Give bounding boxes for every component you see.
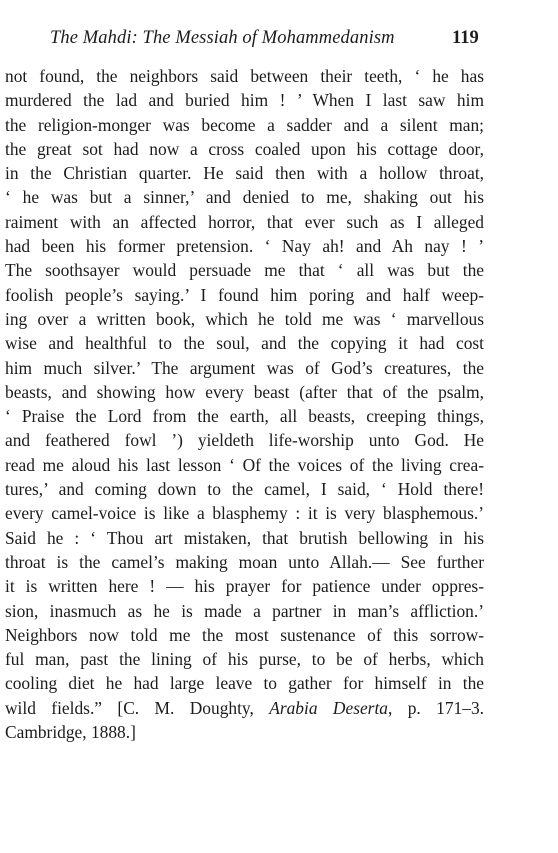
text-line: had been his former pretension. ‘ Nay ah! and Ah nay ! ’ [5, 236, 484, 257]
text-line: throat is the camel’s making moan unto Allah.— See further [5, 551, 484, 572]
page-header [0, 28, 558, 54]
text-line: wise and healthful to the soul, and the copying it had cost [5, 333, 484, 354]
text-line: sion, inasmuch as he is made a partner in man’s affliction.’ [5, 600, 484, 621]
running-title: The Mahdi: The Messiah of Mohammedanism [50, 28, 395, 48]
text-line: raiment with an affected horror, that ever such as I alleged [5, 211, 484, 232]
text-line: every camel-voice is like a blasphemy : it is very blasphemous.’ [5, 503, 484, 524]
text-line: ‘ Praise the Lord from the earth, all beasts, creeping things, [5, 406, 484, 427]
text-line: the great sot had now a cross coaled upon his cottage door, [5, 138, 484, 159]
page-number: 119 [452, 28, 479, 48]
text-line: read me aloud his last lesson ‘ Of the voices of the living crea- [5, 454, 484, 475]
text-line: the religion-monger was become a sadder and a silent man; [5, 114, 484, 135]
book-title: Arabia Deserta [269, 697, 388, 718]
text-line: beasts, and showing how every beast (after that of the psalm, [5, 381, 484, 402]
text-line: ‘ he was but a sinner,’ and denied to me, shaking out his [5, 187, 484, 208]
text-line: wild fields.” [C. M. Doughty, Arabia Deserta, p. 171–3. [5, 697, 484, 718]
text-line: not found, the neighbors said between their teeth, ‘ he has [5, 66, 484, 86]
text-line: Cambridge, 1888.] [5, 722, 136, 743]
text-line: him much silver.’ The argument was of God’s creatures, the [5, 357, 484, 378]
text-line: in the Christian quarter. He said then with a hollow throat, [5, 163, 484, 184]
text-line: it is written here ! — his prayer for patience under oppres- [5, 576, 484, 597]
text-line: and feathered fowl ’) yieldeth life-worship unto God. He [5, 430, 484, 451]
text-line: ing over a written book, which he told me was ‘ marvellous [5, 308, 484, 329]
text-line: Neighbors now told me the most sustenance of this sorrow- [5, 624, 484, 645]
text-line: foolish people’s saying.’ I found him poring and half weep- [5, 284, 484, 305]
text-line: Said he : ‘ Thou art mistaken, that brutish bellowing in his [5, 527, 484, 548]
text-line: tures,’ and coming down to the camel, I said, ‘ Hold there! [5, 479, 484, 500]
text-line: The soothsayer would persuade me that ‘ all was but the [5, 260, 484, 281]
text-line: cooling diet he had large leave to gather for himself in the [5, 673, 484, 694]
body-text [5, 64, 484, 744]
text-line: murdered the lad and buried him ! ’ When I last saw him [5, 90, 484, 111]
text-line: ful man, past the lining of his purse, to be of herbs, which [5, 649, 484, 670]
